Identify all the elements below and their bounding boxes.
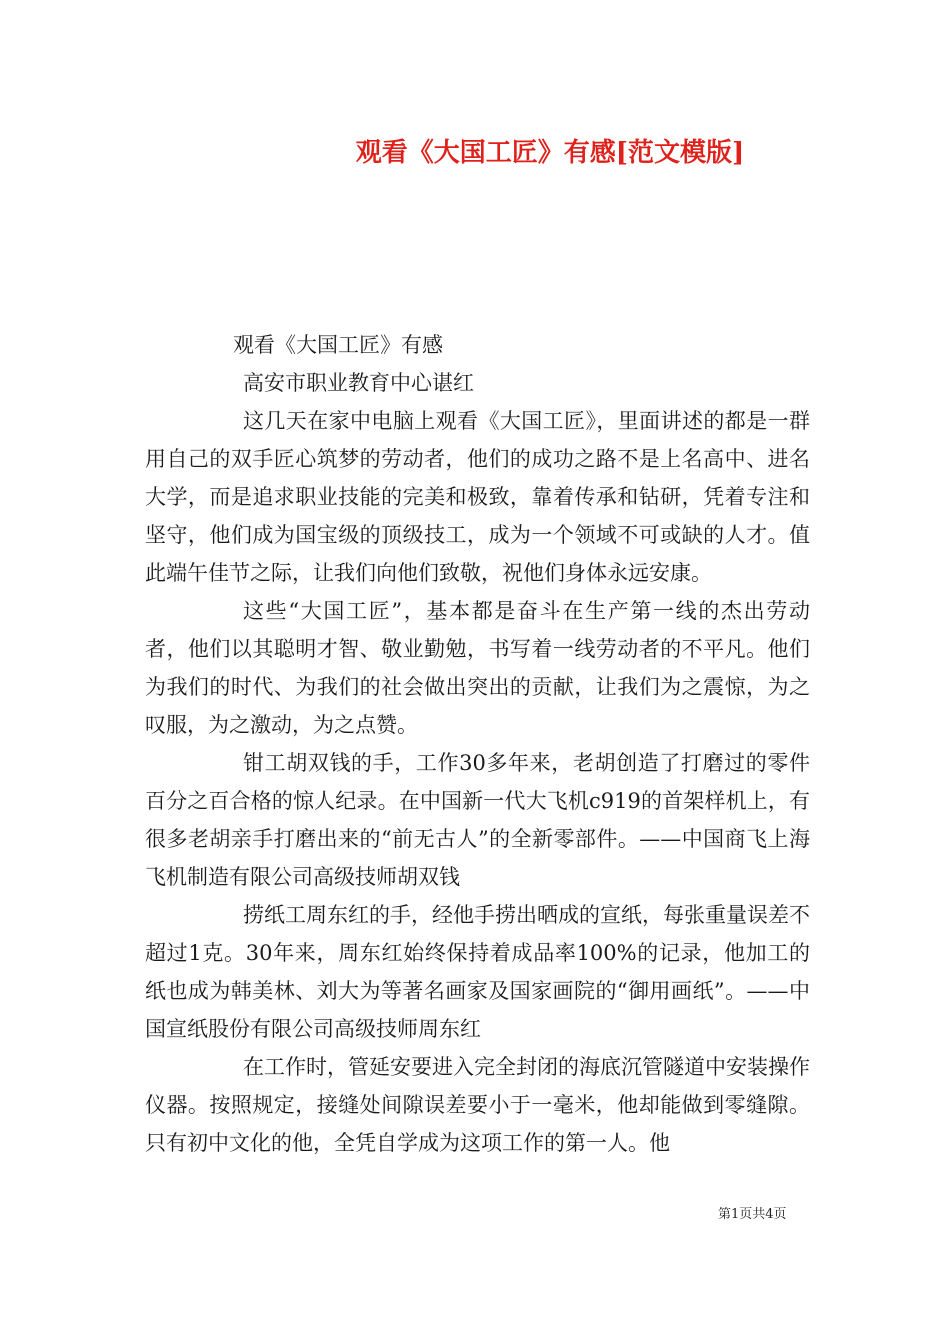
document-title: 观看《大国工匠》有感[范文模版]: [355, 138, 745, 168]
article-author: 高安市职业教育中心谌红: [243, 371, 474, 395]
document-body: [145, 326, 810, 1162]
page-number: 第1页共4页: [718, 1207, 787, 1222]
paragraph: 这些“大国工匠”，基本都是奋斗在生产第一线的杰出劳动者，他们以其聪明才智、敬业勤勉，书写着一线劳动者的不平凡。他们为我们的时代、为我们的社会做出突出的贡献，让我们为之震惊，为之叹服，为之激动，为之点赞。: [145, 599, 810, 737]
paragraph: 在工作时，管延安要进入完全封闭的海底沉管隧道中安装操作仪器。按照规定，接缝处间隙误差要小于一毫米，他却能做到零缝隙。只有初中文化的他，全凭自学成为这项工作的第一人。他: [145, 1055, 810, 1155]
paragraph: 钳工胡双钱的手，工作30多年来，老胡创造了打磨过的零件百分之百合格的惊人纪录。在中国新一代大飞机c919的首架样机上，有很多老胡亲手打磨出来的“前无古人”的全新零部件。——中国商飞上海飞机制造有限公司高级技师胡双钱: [145, 751, 810, 889]
paragraph: 这几天在家中电脑上观看《大国工匠》，里面讲述的都是一群用自己的双手匠心筑梦的劳动者，他们的成功之路不是上名高中、进名大学，而是追求职业技能的完美和极致，靠着传承和钻研，凭着专注和坚守，他们成为国宝级的顶级技工，成为一个领域不可或缺的人才。值此端午佳节之际，让我们向他们致敬，祝他们身体永远安康。: [145, 409, 810, 585]
paragraph: 捞纸工周东红的手，经他手捞出晒成的宣纸，每张重量误差不超过1克。30年来，周东红始终保持着成品率100%的记录，他加工的纸也成为韩美林、刘大为等著名画家及国家画院的“御用画纸”。——中国宣纸股份有限公司高级技师周东红: [145, 903, 810, 1041]
article-subtitle: 观看《大国工匠》有感: [233, 333, 443, 357]
